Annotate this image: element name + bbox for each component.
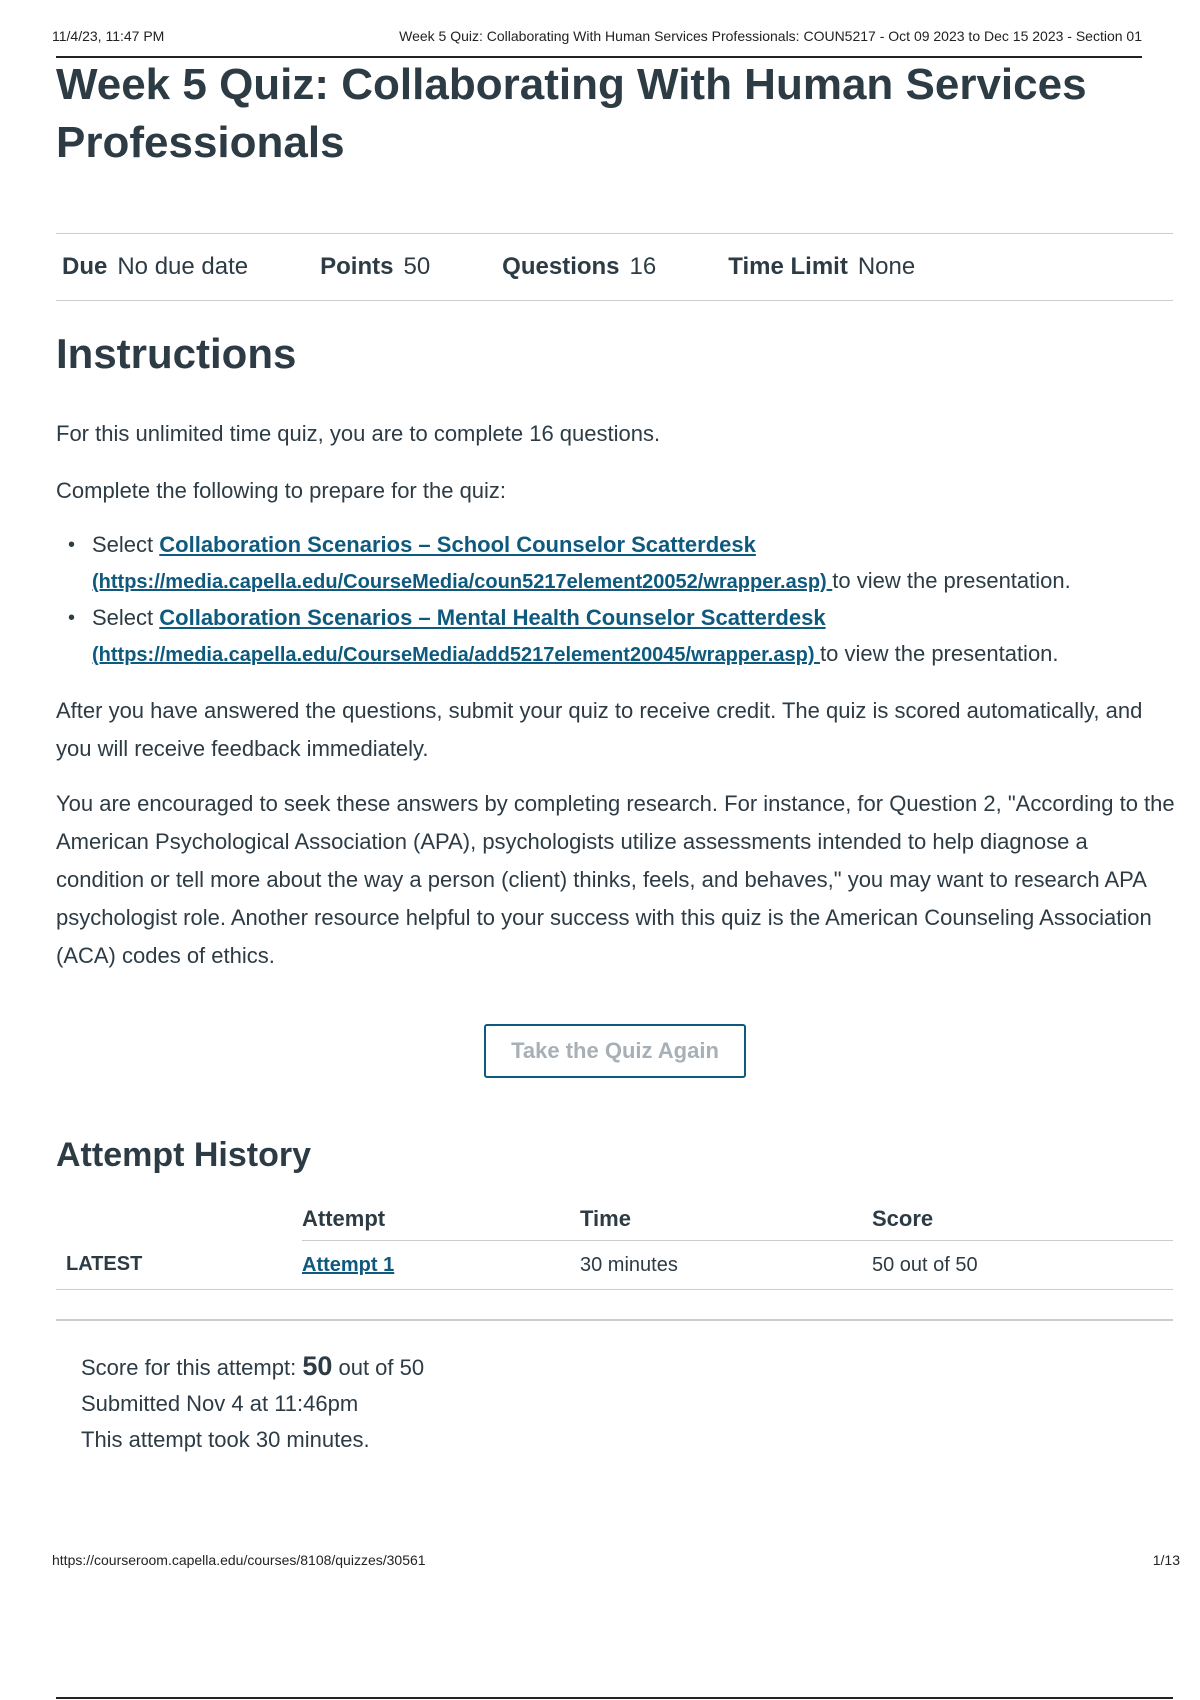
points-value: 50 [403,253,431,280]
attempt-1-link[interactable]: Attempt 1 [302,1253,395,1276]
points-detail [320,253,430,281]
resource-list [56,527,1176,673]
table-header-score: Score [872,1198,1173,1241]
duration-line: This attempt took 30 minutes. [81,1427,370,1452]
table-header-blank [56,1198,302,1241]
questions-detail [502,253,656,281]
due-detail [62,253,248,281]
resource-item [56,600,1176,673]
resource-prefix: Select [92,532,160,557]
attempt-summary [81,1348,424,1458]
bullet-icon: • [68,534,76,556]
print-page-number: 1/13 [1152,1552,1180,1568]
time-limit-detail [728,253,915,281]
instructions-paragraph-3: After you have answered the questions, submit your quiz to receive credit. The quiz is scored automatically, and you will receive feedback immediately. [56,698,1143,761]
time-limit-label: Time Limit [728,253,848,280]
table-header-attempt: Attempt [302,1198,580,1241]
take-quiz-again-button[interactable]: Take the Quiz Again [484,1024,746,1078]
attempt-time-cell: 30 minutes [580,1241,872,1290]
due-label: Due [62,253,108,280]
attempt-score-cell: 50 out of 50 [872,1241,1173,1290]
school-counselor-scatterdesk-url-link[interactable]: (https://media.capella.edu/CourseMedia/coun5217element20052/wrapper.asp) [92,571,833,593]
page-title: Week 5 Quiz: Collaborating With Human Services Professionals [56,60,1087,167]
instructions-paragraph-4: You are encouraged to seek these answers by completing research. For instance, for Question 2, "According to the American Psychological Association (APA), psychologists utilize assessments intended to help diagnose a condition or tell more about the way a person (client) thinks, feels, and behaves," you may want to research APA psychologist role. Another resource helpful to your success with this quiz is the American Counseling Association (ACA) codes of ethics. [56,791,1175,968]
resource-suffix: to view the presentation. [832,568,1071,593]
latest-tag: LATEST [56,1241,302,1290]
score-value: 50 [302,1351,333,1381]
points-label: Points [320,253,394,280]
time-limit-value: None [857,253,916,280]
instructions-paragraph-1: For this unlimited time quiz, you are to complete 16 questions. [56,421,661,446]
attempt-cell [302,1241,580,1290]
resource-prefix: Select [92,605,160,630]
bullet-icon: • [68,607,76,629]
submitted-line: Submitted Nov 4 at 11:46pm [81,1391,359,1416]
print-header [52,28,1142,44]
score-line [81,1348,424,1386]
bottom-divider [56,1697,1173,1699]
attempt-history-heading: Attempt History [56,1136,312,1174]
resource-item [56,527,1176,600]
due-value: No due date [117,253,249,280]
print-datetime: 11/4/23, 11:47 PM [52,28,165,44]
school-counselor-scatterdesk-link[interactable]: Collaboration Scenarios – School Counselor Scatterdesk [159,532,756,557]
questions-label: Questions [502,253,620,280]
resource-suffix: to view the presentation. [820,641,1059,666]
print-footer [52,1552,1180,1568]
instructions-paragraph-2: Complete the following to prepare for the quiz: [56,478,507,503]
attempt-history-table [56,1198,1173,1290]
mental-health-counselor-scatterdesk-url-link[interactable]: (https://media.capella.edu/CourseMedia/add5217element20045/wrapper.asp) [92,644,821,666]
mental-health-counselor-scatterdesk-link[interactable]: Collaboration Scenarios – Mental Health Counselor Scatterdesk [159,605,826,630]
print-url: https://courseroom.capella.edu/courses/8108/quizzes/30561 [52,1552,426,1568]
table-header-time: Time [580,1198,872,1241]
score-suffix: out of 50 [332,1355,425,1380]
table-row [56,1241,1173,1290]
table-header-row [56,1198,1173,1241]
instructions-heading: Instructions [56,330,297,377]
print-document-title: Week 5 Quiz: Collaborating With Human Services Professionals: COUN5217 - Oct 09 2023 to Dec 15 2023 - Section 01 [399,28,1142,44]
questions-value: 16 [629,253,657,280]
quiz-details-bar [56,233,1173,301]
score-prefix: Score for this attempt: [81,1355,303,1380]
summary-divider [56,1319,1173,1321]
